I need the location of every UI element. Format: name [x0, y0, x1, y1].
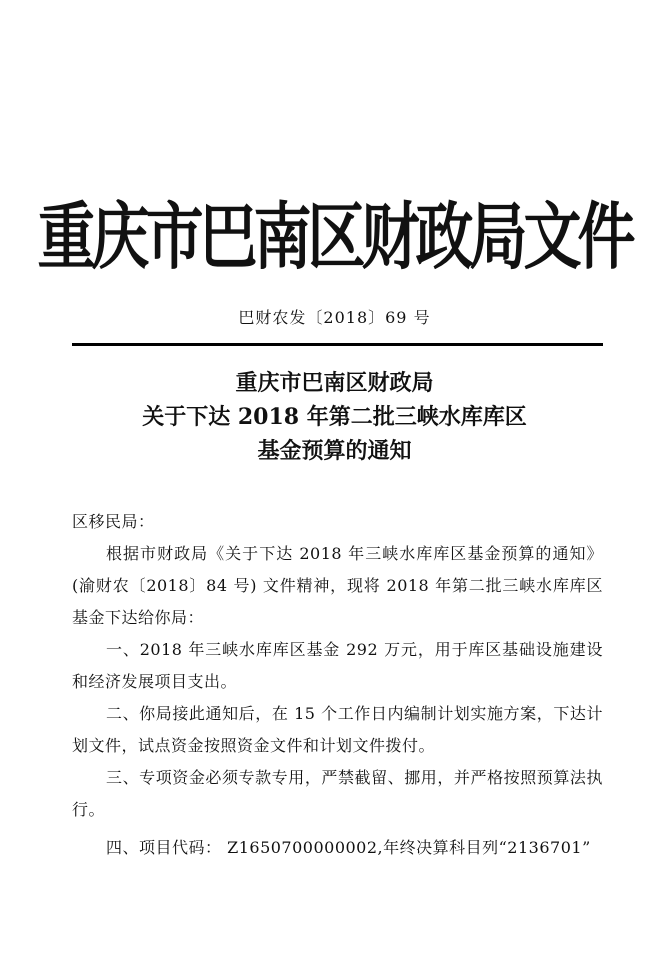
body-paragraph-item-1: 一、2018 年三峡水库库区基金 292 万元，用于库区基础设施建设和经济发展项目支出。: [72, 640, 603, 691]
notice-title-line-3: 基金预算的通知: [257, 438, 412, 464]
document-header-title: 重庆市巴南区财政局文件: [37, 194, 632, 280]
notice-title-line-1: 重庆市巴南区财政局: [235, 370, 434, 396]
body-paragraph-item-3: 三、专项资金必须专款专用，严禁截留、挪用，并严格按照预算法执行。: [72, 768, 603, 819]
salutation: 区移民局：: [72, 512, 155, 531]
body-paragraph-item-2: 二、你局接此通知后，在 15 个工作日内编制计划实施方案，下达计划文件，试点资金按照资金文件和计划文件拨付。: [72, 704, 603, 755]
body-paragraph-intro: 根据市财政局《关于下达 2018 年三峡水库库区基金预算的通知》(渝财农〔2018〕84 号) 文件精神，现将 2018 年第二批三峡水库库区基金下达给你局：: [72, 544, 603, 627]
notice-body: [72, 506, 603, 864]
body-paragraph-item-4: 四、项目代码： Z1650700000002,年终决算科目列“2136701”: [106, 838, 591, 857]
header-divider: [72, 343, 603, 346]
notice-title: [0, 366, 669, 468]
notice-title-line-2: 关于下达 2018 年第二批三峡水库库区: [142, 404, 527, 430]
document-number: 巴财农发〔2018〕69 号: [238, 308, 431, 327]
